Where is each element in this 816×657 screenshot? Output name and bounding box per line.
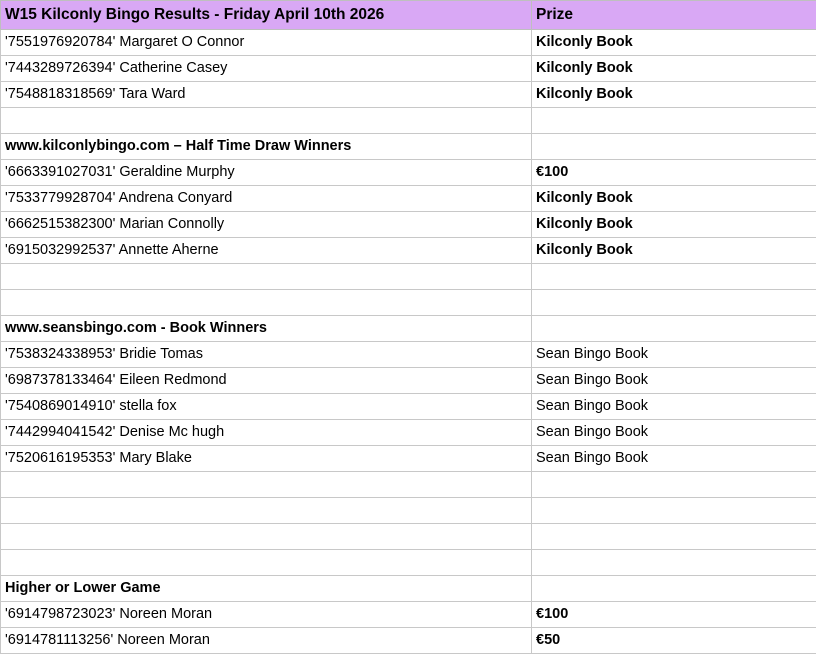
winner-name-cell: '7551976920784' Margaret O Connor [1, 30, 532, 56]
winner-name-cell: '6915032992537' Annette Aherne [1, 238, 532, 264]
prize-cell [532, 576, 816, 602]
prize-cell: Kilconly Book [532, 30, 816, 56]
table-row [1, 290, 816, 316]
winner-name-cell [1, 472, 532, 498]
results-title: W15 Kilconly Bingo Results - Friday April 10th 2026 [1, 1, 532, 30]
winner-name-cell: '6987378133464' Eileen Redmond [1, 368, 532, 394]
table-row [1, 446, 816, 472]
winner-name-cell: '7538324338953' Bridie Tomas [1, 342, 532, 368]
table-header-row [1, 1, 816, 30]
table-body [1, 1, 816, 654]
prize-cell [532, 290, 816, 316]
prize-cell: €100 [532, 602, 816, 628]
table-row [1, 628, 816, 654]
winner-name-cell [1, 264, 532, 290]
prize-cell [532, 316, 816, 342]
prize-cell: Sean Bingo Book [532, 368, 816, 394]
section-heading: www.seansbingo.com - Book Winners [1, 316, 532, 342]
table-row [1, 108, 816, 134]
prize-cell [532, 472, 816, 498]
winner-name-cell: '6914781113256' Noreen Moran [1, 628, 532, 654]
prize-cell [532, 134, 816, 160]
winner-name-cell: '7548818318569' Tara Ward [1, 82, 532, 108]
winner-name-cell: '7520616195353' Mary Blake [1, 446, 532, 472]
table-row [1, 498, 816, 524]
prize-cell: €50 [532, 628, 816, 654]
table-row [1, 82, 816, 108]
table-row [1, 576, 816, 602]
prize-cell: Kilconly Book [532, 82, 816, 108]
prize-column-header: Prize [532, 1, 816, 30]
table-row [1, 368, 816, 394]
prize-cell [532, 550, 816, 576]
winner-name-cell: '7540869014910' stella fox [1, 394, 532, 420]
table-row [1, 264, 816, 290]
table-row [1, 472, 816, 498]
prize-cell: Kilconly Book [532, 238, 816, 264]
prize-cell: Sean Bingo Book [532, 342, 816, 368]
table-row [1, 316, 816, 342]
table-row [1, 134, 816, 160]
winner-name-cell: '6662515382300' Marian Connolly [1, 212, 532, 238]
winner-name-cell [1, 498, 532, 524]
table-row [1, 30, 816, 56]
prize-cell: Kilconly Book [532, 56, 816, 82]
winner-name-cell [1, 290, 532, 316]
table-row [1, 56, 816, 82]
winner-name-cell: '6914798723023' Noreen Moran [1, 602, 532, 628]
table-row [1, 394, 816, 420]
winner-name-cell: '7533779928704' Andrena Conyard [1, 186, 532, 212]
prize-cell: Sean Bingo Book [532, 446, 816, 472]
winner-name-cell [1, 550, 532, 576]
prize-cell: Sean Bingo Book [532, 420, 816, 446]
winner-name-cell [1, 524, 532, 550]
prize-cell: Kilconly Book [532, 212, 816, 238]
table-row [1, 160, 816, 186]
table-row [1, 186, 816, 212]
prize-cell [532, 108, 816, 134]
winner-name-cell: '7442994041542' Denise Mc hugh [1, 420, 532, 446]
table-row [1, 342, 816, 368]
table-row [1, 420, 816, 446]
table-row [1, 524, 816, 550]
section-heading: www.kilconlybingo.com – Half Time Draw Winners [1, 134, 532, 160]
prize-cell: Sean Bingo Book [532, 394, 816, 420]
winner-name-cell: '6663391027031' Geraldine Murphy [1, 160, 532, 186]
prize-cell [532, 524, 816, 550]
table-row [1, 238, 816, 264]
table-row [1, 550, 816, 576]
winner-name-cell [1, 108, 532, 134]
table-row [1, 602, 816, 628]
prize-cell: Kilconly Book [532, 186, 816, 212]
table-row [1, 212, 816, 238]
winner-name-cell: '7443289726394' Catherine Casey [1, 56, 532, 82]
prize-cell [532, 264, 816, 290]
prize-cell: €100 [532, 160, 816, 186]
section-heading: Higher or Lower Game [1, 576, 532, 602]
prize-cell [532, 498, 816, 524]
